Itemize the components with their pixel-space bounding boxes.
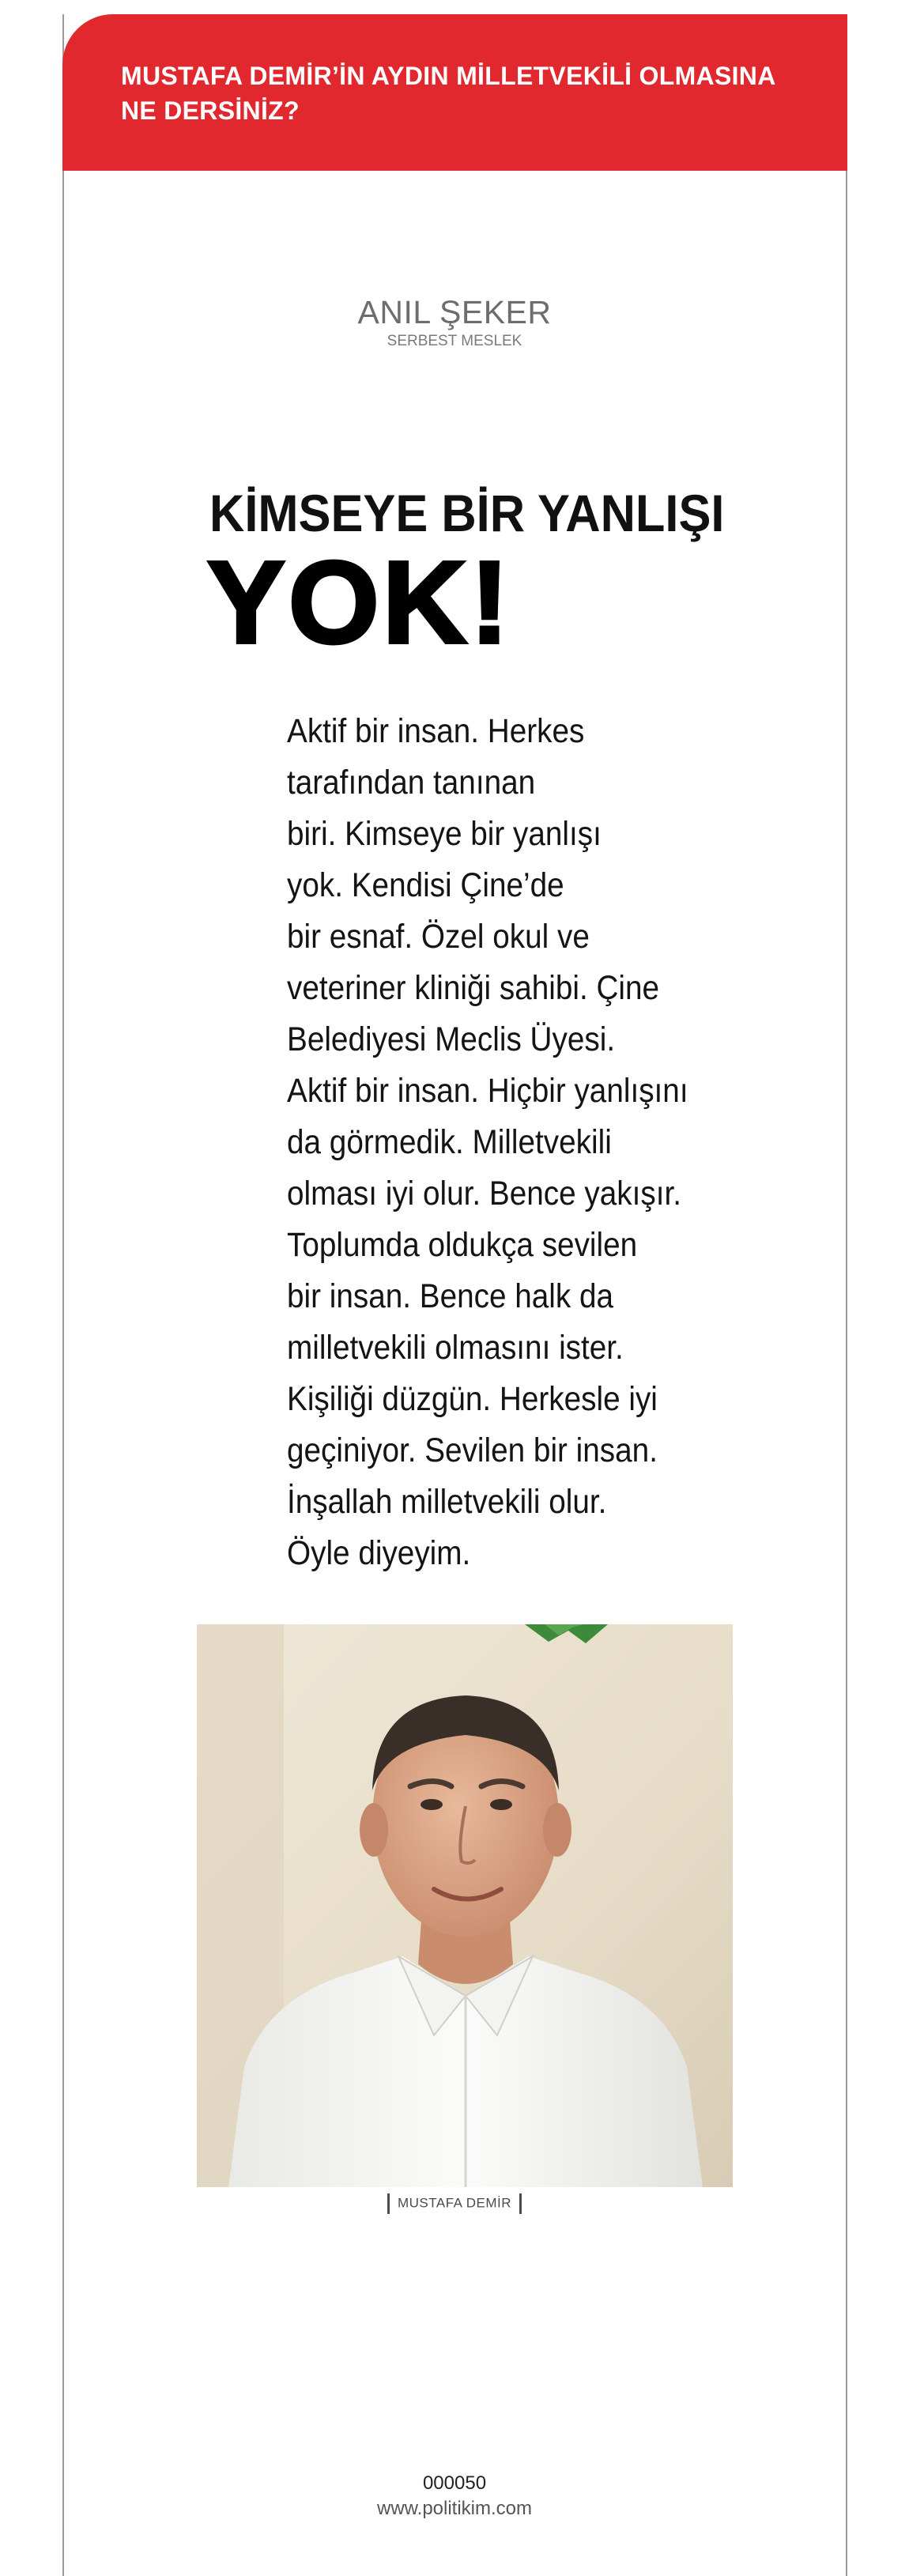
body-line: Öyle diyeyim.: [287, 1534, 471, 1572]
photo-caption: [0, 2189, 909, 2217]
body-line: Aktif bir insan. Hiçbir yanlışını: [287, 1072, 688, 1110]
body-line: bir esnaf. Özel okul ve: [287, 918, 590, 956]
body-line: Kişiliği düzgün. Herkesle iyi: [287, 1380, 658, 1418]
header-banner: [62, 14, 847, 171]
portrait-illustration: [197, 1624, 733, 2187]
website-link[interactable]: www.politikim.com: [376, 2498, 533, 2519]
author-name: ANIL ŞEKER: [357, 294, 552, 330]
caption-bar-right: [519, 2193, 522, 2214]
header-title-line-1: MUSTAFA DEMİR’İN AYDIN MİLLETVEKİLİ OLMASINA: [121, 62, 776, 90]
body-line: biri. Kimseye bir yanlışı: [287, 815, 602, 853]
body-line: veteriner kliniği sahibi. Çine: [287, 969, 660, 1007]
body-line: tarafından tanınan: [287, 764, 536, 801]
body-line: da görmedik. Milletvekili: [287, 1123, 612, 1161]
author-role: SERBEST MESLEK: [387, 333, 522, 349]
portrait-photo: [197, 1624, 733, 2187]
body-line: geçiniyor. Sevilen bir insan.: [287, 1431, 658, 1469]
caption-text: MUSTAFA DEMİR: [397, 2195, 512, 2211]
body-line: yok. Kendisi Çine’de: [287, 866, 564, 904]
body-line: Aktif bir insan. Herkes: [287, 712, 585, 750]
body-line: Toplumda oldukça sevilen: [287, 1226, 638, 1264]
headline-top: KİMSEYE BİR YANLIŞI: [209, 484, 725, 542]
headline-big: YOK!: [207, 537, 512, 668]
caption-bar-left: [387, 2193, 390, 2214]
body-line: Belediyesi Meclis Üyesi.: [287, 1020, 616, 1058]
body-line: İnşallah milletvekili olur.: [287, 1483, 607, 1521]
header-title-line-2: NE DERSİNİZ?: [121, 96, 300, 125]
body-text: [287, 706, 745, 1579]
body-line: olması iyi olur. Bence yakışır.: [287, 1175, 682, 1213]
footer: [0, 2471, 909, 2521]
body-line: bir insan. Bence halk da: [287, 1277, 614, 1315]
page-number: 000050: [422, 2472, 487, 2494]
body-line: milletvekili olmasını ister.: [287, 1329, 624, 1367]
author-block: [0, 294, 909, 351]
